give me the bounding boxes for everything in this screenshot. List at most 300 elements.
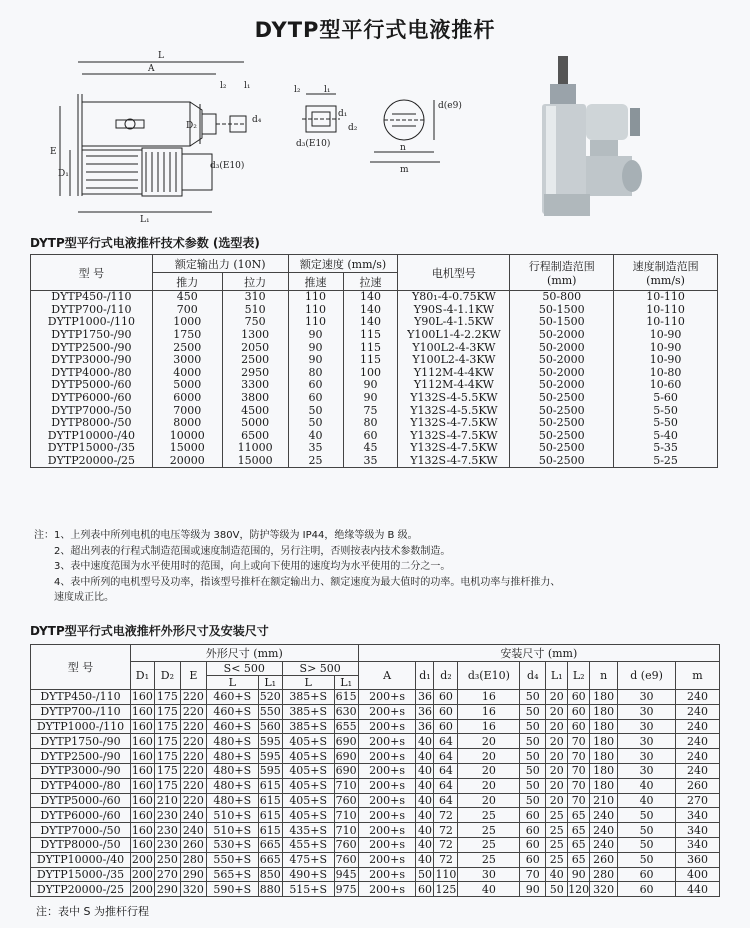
col2-de9: d (e9) xyxy=(618,662,676,690)
value-cell: 60 xyxy=(618,867,676,882)
value-cell: 30 xyxy=(618,719,676,734)
model-cell: DYTP20000-/25 xyxy=(31,455,153,468)
value-cell: 50 xyxy=(618,808,676,823)
value-cell: 405+S xyxy=(282,778,334,793)
value-cell: Y90S-4-1.1KW xyxy=(398,304,510,317)
value-cell: 72 xyxy=(434,852,458,867)
value-cell: 690 xyxy=(335,734,357,748)
col2-L-lt: L xyxy=(206,676,258,690)
value-cell: 50-2500 xyxy=(510,455,614,468)
value-cell: 40 xyxy=(417,808,432,822)
value-cell: 60 xyxy=(618,882,676,897)
value-cell: 210 xyxy=(590,793,618,808)
value-cell: 220 xyxy=(180,778,206,793)
value-cell: 115 xyxy=(343,341,398,354)
value-cell: 200 xyxy=(131,853,153,867)
value-cell: 175 xyxy=(154,704,180,719)
value-cell: 260 xyxy=(180,837,206,852)
value-cell: 760 xyxy=(335,853,357,867)
value-cell: 290 xyxy=(180,867,206,882)
value-cell: 1750 xyxy=(152,329,222,342)
value-cell: 60 xyxy=(417,882,432,896)
value-cell: 460+S xyxy=(206,690,258,705)
col2-d2: d₂ xyxy=(434,662,458,690)
value-cell: 75 xyxy=(343,404,398,417)
value-cell: 40 xyxy=(417,838,432,852)
value-cell: 10-110 xyxy=(614,291,718,304)
value-cell: 3300 xyxy=(222,379,288,392)
value-cell: 220 xyxy=(180,704,206,719)
value-cell: 40 xyxy=(417,823,432,837)
value-cell: 280 xyxy=(590,867,618,882)
value-cell: 30 xyxy=(618,690,676,705)
value-cell: 10-90 xyxy=(614,354,718,367)
value-cell: 50-2500 xyxy=(510,417,614,430)
value-cell: 60 xyxy=(434,690,458,705)
value-cell: 80 xyxy=(343,417,398,430)
model-cell: DYTP10000-/40 xyxy=(31,430,153,443)
value-cell: 160 xyxy=(131,749,153,763)
value-cell: 60 xyxy=(434,704,458,719)
dim-m: m xyxy=(400,165,409,175)
value-cell: 5-50 xyxy=(614,404,718,417)
table-row xyxy=(31,354,718,367)
dim-E: E xyxy=(50,147,57,157)
speedrange-unit: (mm/s) xyxy=(646,274,685,287)
value-cell: 320 xyxy=(590,882,618,897)
note-4-cont: 速度成正比。 xyxy=(54,592,114,603)
value-cell: 455+S xyxy=(282,837,334,852)
value-cell: 65 xyxy=(568,823,590,838)
value-cell: 515+S xyxy=(282,882,334,897)
model-cell: DYTP7000-/50 xyxy=(31,823,131,838)
value-cell: 200+s xyxy=(358,704,416,719)
value-cell: 360 xyxy=(675,852,719,867)
value-cell: 480+S xyxy=(206,763,258,778)
value-cell: 3000 xyxy=(152,354,222,367)
table-row xyxy=(31,329,718,342)
value-cell: 200+s xyxy=(358,690,416,705)
value-cell: 760 xyxy=(335,793,357,807)
value-cell: 460+S xyxy=(206,704,258,719)
dim-A: A xyxy=(148,64,155,74)
value-cell: 665 xyxy=(259,853,281,867)
value-cell: 2050 xyxy=(222,341,288,354)
model-cell: DYTP5000-/60 xyxy=(31,379,153,392)
value-cell: 50 xyxy=(618,837,676,852)
value-cell: 50 xyxy=(520,734,546,749)
value-cell: 280 xyxy=(180,852,206,867)
value-cell: 25 xyxy=(458,837,520,852)
value-cell: 665 xyxy=(259,838,281,852)
value-cell: Y100L1-4-2.2KW xyxy=(398,329,510,342)
value-cell: 15000 xyxy=(152,442,222,455)
value-cell: 3800 xyxy=(222,392,288,405)
value-cell: 40 xyxy=(417,734,432,748)
value-cell: 615 xyxy=(259,808,281,822)
value-cell: 36 xyxy=(417,705,432,719)
value-cell: 480+S xyxy=(206,793,258,808)
value-cell: 90 xyxy=(288,354,343,367)
value-cell: 700 xyxy=(152,304,222,317)
value-cell: 160 xyxy=(131,690,153,704)
value-cell: 25 xyxy=(546,852,568,867)
value-cell: 385+S xyxy=(282,704,334,719)
value-cell: 20 xyxy=(546,793,568,808)
value-cell: Y132S-4-7.5KW xyxy=(398,430,510,443)
value-cell: 10-110 xyxy=(614,304,718,317)
dim-d2: d₂ xyxy=(348,123,358,133)
value-cell: 200 xyxy=(131,882,153,896)
col2-m: m xyxy=(675,662,719,690)
model-cell: DYTP4000-/80 xyxy=(31,778,131,793)
value-cell: 615 xyxy=(335,690,357,704)
col-speed: 额定速度 (mm/s) xyxy=(288,255,398,273)
value-cell: 64 xyxy=(434,749,458,764)
value-cell: 590+S xyxy=(206,882,258,897)
value-cell: 760 xyxy=(335,838,357,852)
value-cell: 405+S xyxy=(282,734,334,749)
value-cell: 90 xyxy=(343,392,398,405)
value-cell: 220 xyxy=(180,690,206,705)
value-cell: 690 xyxy=(335,749,357,763)
value-cell: 16 xyxy=(458,704,520,719)
value-cell: 450 xyxy=(152,291,222,304)
value-cell: 5-40 xyxy=(614,430,718,443)
note-1: 注：1、上列表中所列电机的电压等级为 380V，防护等级为 IP44，绝缘等级为 B 级。 xyxy=(34,530,418,541)
value-cell: 64 xyxy=(434,763,458,778)
value-cell: 240 xyxy=(180,823,206,838)
value-cell: 405+S xyxy=(282,808,334,823)
model-cell: DYTP450-/110 xyxy=(31,690,131,705)
value-cell: 50 xyxy=(520,749,546,764)
value-cell: 200+s xyxy=(358,808,416,823)
value-cell: 5-35 xyxy=(614,442,718,455)
value-cell: 30 xyxy=(458,867,520,882)
value-cell: 5-50 xyxy=(614,417,718,430)
value-cell: 64 xyxy=(434,793,458,808)
value-cell: Y80₁-4-0.75KW xyxy=(398,291,510,304)
value-cell: 710 xyxy=(335,808,357,822)
table-row xyxy=(31,852,720,867)
value-cell: 460+S xyxy=(206,719,258,734)
value-cell: 64 xyxy=(434,778,458,793)
table-row xyxy=(31,430,718,443)
value-cell: 160 xyxy=(131,764,153,778)
table2-title: DYTP型平行式电液推杆外形尺寸及安装尺寸 xyxy=(30,624,269,638)
value-cell: 50-2000 xyxy=(510,379,614,392)
value-cell: 560 xyxy=(259,719,281,733)
value-cell: 64 xyxy=(434,734,458,749)
value-cell: 40 xyxy=(618,793,676,808)
value-cell: 10-80 xyxy=(614,367,718,380)
table-row xyxy=(31,778,720,793)
value-cell: 5000 xyxy=(222,417,288,430)
value-cell: 50 xyxy=(288,404,343,417)
value-cell: 110 xyxy=(288,304,343,317)
value-cell: 710 xyxy=(335,779,357,793)
value-cell: Y132S-4-5.5KW xyxy=(398,392,510,405)
value-cell: 405+S xyxy=(282,763,334,778)
value-cell: 115 xyxy=(343,329,398,342)
table-row xyxy=(31,837,720,852)
value-cell: 70 xyxy=(568,778,590,793)
col2-s-gt-500: S> 500 xyxy=(282,662,358,676)
value-cell: 340 xyxy=(675,808,719,823)
value-cell: 200+s xyxy=(358,882,416,897)
value-cell: 230 xyxy=(154,808,180,823)
value-cell: 385+S xyxy=(282,690,334,705)
value-cell: 480+S xyxy=(206,778,258,793)
value-cell: 1300 xyxy=(222,329,288,342)
value-cell: 615 xyxy=(259,823,281,837)
model-cell: DYTP700-/110 xyxy=(31,704,131,719)
table-row xyxy=(31,316,718,329)
value-cell: 180 xyxy=(590,734,618,749)
value-cell: 340 xyxy=(675,837,719,852)
side-view xyxy=(60,62,246,212)
value-cell: 160 xyxy=(131,719,153,733)
value-cell: 750 xyxy=(222,316,288,329)
value-cell: 180 xyxy=(590,690,618,705)
value-cell: 220 xyxy=(180,793,206,808)
value-cell: 175 xyxy=(154,734,180,749)
dim-de9: d(e9) xyxy=(438,101,462,111)
value-cell: 310 xyxy=(222,291,288,304)
value-cell: 140 xyxy=(343,304,398,317)
value-cell: 240 xyxy=(675,734,719,749)
value-cell: 175 xyxy=(154,749,180,764)
product-photo xyxy=(542,56,642,216)
value-cell: 50 xyxy=(520,793,546,808)
value-cell: 180 xyxy=(590,763,618,778)
value-cell: 25 xyxy=(546,837,568,852)
value-cell: 8000 xyxy=(152,417,222,430)
value-cell: 72 xyxy=(434,823,458,838)
value-cell: 20 xyxy=(458,778,520,793)
value-cell: 50-2000 xyxy=(510,367,614,380)
value-cell: 15000 xyxy=(222,455,288,468)
table-row xyxy=(31,417,718,430)
value-cell: 90 xyxy=(520,882,546,897)
value-cell: 40 xyxy=(417,793,432,807)
value-cell: 480+S xyxy=(206,749,258,764)
value-cell: 230 xyxy=(154,823,180,838)
col-pullspeed: 拉速 xyxy=(343,273,398,291)
dim-D2: D₂ xyxy=(186,121,197,131)
table-row xyxy=(31,808,720,823)
model-cell: DYTP8000-/50 xyxy=(31,417,153,430)
col-speedrange xyxy=(614,255,718,291)
dim-d3-b: d₃(E10) xyxy=(296,139,331,149)
dim-l2-b: l₂ xyxy=(294,85,301,95)
value-cell: 200+s xyxy=(358,867,416,882)
value-cell: 270 xyxy=(154,867,180,882)
model-cell: DYTP1000-/110 xyxy=(31,719,131,734)
value-cell: 50 xyxy=(288,417,343,430)
value-cell: 50-1500 xyxy=(510,304,614,317)
value-cell: 50-800 xyxy=(510,291,614,304)
value-cell: 20 xyxy=(546,719,568,734)
value-cell: 615 xyxy=(259,779,281,793)
speedrange-label: 速度制造范围 xyxy=(632,260,699,273)
table-row xyxy=(31,704,720,719)
rod-end-detail xyxy=(302,94,340,132)
value-cell: 200+s xyxy=(358,793,416,808)
value-cell: 180 xyxy=(590,719,618,734)
value-cell: 880 xyxy=(259,882,281,896)
col2-L2: L₂ xyxy=(568,662,590,690)
model-cell: DYTP10000-/40 xyxy=(31,852,131,867)
value-cell: 20 xyxy=(546,778,568,793)
value-cell: 240 xyxy=(675,749,719,764)
table-row xyxy=(31,867,720,882)
value-cell: 65 xyxy=(568,808,590,823)
dim-l1-a: l₁ xyxy=(244,81,251,91)
page-title: DYTP型平行式电液推杆 xyxy=(254,18,496,42)
value-cell: 90 xyxy=(343,379,398,392)
value-cell: 50 xyxy=(417,867,432,881)
model-cell: DYTP20000-/25 xyxy=(31,882,131,897)
value-cell: 125 xyxy=(435,882,457,896)
value-cell: 240 xyxy=(590,808,618,823)
value-cell: 180 xyxy=(590,749,618,764)
stroke-label: 行程制造范围 xyxy=(528,260,595,273)
value-cell: 50 xyxy=(520,763,546,778)
col2-L1-lt: L₁ xyxy=(258,676,282,690)
model-cell: DYTP15000-/35 xyxy=(31,867,131,882)
model-cell: DYTP4000-/80 xyxy=(31,367,153,380)
value-cell: 160 xyxy=(131,779,153,793)
value-cell: 565+S xyxy=(206,867,258,882)
value-cell: 2500 xyxy=(152,341,222,354)
value-cell: 250 xyxy=(154,852,180,867)
table1-title: DYTP型平行式电液推杆技术参数 (选型表) xyxy=(30,236,260,250)
value-cell: 70 xyxy=(568,763,590,778)
col2-L-gt: L xyxy=(282,676,334,690)
value-cell: 260 xyxy=(590,852,618,867)
value-cell: 30 xyxy=(618,704,676,719)
dim-l1-b: l₁ xyxy=(324,85,331,95)
value-cell: 160 xyxy=(131,838,153,852)
value-cell: 90 xyxy=(288,329,343,342)
value-cell: 140 xyxy=(343,316,398,329)
value-cell: 510+S xyxy=(206,808,258,823)
value-cell: 50-2500 xyxy=(510,430,614,443)
value-cell: 710 xyxy=(335,823,357,837)
table-row xyxy=(31,690,720,705)
value-cell: 65 xyxy=(568,837,590,852)
value-cell: 110 xyxy=(288,291,343,304)
table-row xyxy=(31,442,718,455)
value-cell: 25 xyxy=(458,808,520,823)
value-cell: 10-60 xyxy=(614,379,718,392)
value-cell: 30 xyxy=(618,734,676,749)
value-cell: 7000 xyxy=(152,404,222,417)
value-cell: 11000 xyxy=(222,442,288,455)
value-cell: 615 xyxy=(259,793,281,807)
value-cell: 45 xyxy=(343,442,398,455)
value-cell: 20 xyxy=(546,690,568,705)
model-cell: DYTP5000-/60 xyxy=(31,793,131,808)
value-cell: 240 xyxy=(675,763,719,778)
value-cell: 70 xyxy=(520,867,546,882)
value-cell: 60 xyxy=(288,379,343,392)
dim-n: n xyxy=(400,143,406,153)
value-cell: 40 xyxy=(417,764,432,778)
model-cell: DYTP450-/110 xyxy=(31,291,153,304)
value-cell: 50-2000 xyxy=(510,354,614,367)
dim-d1: d₁ xyxy=(338,109,348,119)
value-cell: 25 xyxy=(458,823,520,838)
value-cell: 400 xyxy=(675,867,719,882)
value-cell: 80 xyxy=(288,367,343,380)
value-cell: 90 xyxy=(288,341,343,354)
value-cell: 50 xyxy=(618,852,676,867)
table-row xyxy=(31,291,718,304)
col-stroke xyxy=(510,255,614,291)
footnote: 注：表中 S 为推杆行程 xyxy=(36,905,149,918)
table-row xyxy=(31,719,720,734)
value-cell: 945 xyxy=(335,867,357,881)
value-cell: 510+S xyxy=(206,823,258,838)
value-cell: 60 xyxy=(520,852,546,867)
value-cell: 100 xyxy=(343,367,398,380)
value-cell: 50-2500 xyxy=(510,442,614,455)
value-cell: 240 xyxy=(180,808,206,823)
model-cell: DYTP1000-/110 xyxy=(31,316,153,329)
dim-L: L xyxy=(158,51,164,61)
value-cell: 435+S xyxy=(282,823,334,838)
dim-l2-a: l₂ xyxy=(220,81,227,91)
value-cell: 405+S xyxy=(282,749,334,764)
value-cell: 2950 xyxy=(222,367,288,380)
value-cell: 60 xyxy=(434,719,458,734)
model-cell: DYTP6000-/60 xyxy=(31,392,153,405)
value-cell: 1000 xyxy=(152,316,222,329)
value-cell: 60 xyxy=(568,690,590,705)
value-cell: 10-110 xyxy=(614,316,718,329)
value-cell: 175 xyxy=(154,719,180,734)
value-cell: 595 xyxy=(259,749,281,763)
value-cell: 60 xyxy=(568,704,590,719)
value-cell: 30 xyxy=(618,749,676,764)
model-cell: DYTP2500-/90 xyxy=(31,749,131,764)
value-cell: 25 xyxy=(458,852,520,867)
value-cell: 595 xyxy=(259,734,281,748)
value-cell: 160 xyxy=(131,823,153,837)
table-row xyxy=(31,392,718,405)
value-cell: 340 xyxy=(675,823,719,838)
value-cell: 140 xyxy=(343,291,398,304)
value-cell: 72 xyxy=(434,837,458,852)
col2-E: E xyxy=(180,662,206,690)
col2-L1b: L₁ xyxy=(546,662,568,690)
value-cell: 385+S xyxy=(282,719,334,734)
value-cell: Y100L2-4-3KW xyxy=(398,341,510,354)
value-cell: 550+S xyxy=(206,852,258,867)
value-cell: 40 xyxy=(458,882,520,897)
value-cell: Y90L-4-1.5KW xyxy=(398,316,510,329)
col2-D2: D₂ xyxy=(154,662,180,690)
value-cell: 20000 xyxy=(152,455,222,468)
value-cell: Y112M-4-4KW xyxy=(398,379,510,392)
note-2: 2、超出列表的行程式制造范围或速度制造范围的，另行注明，否则按表内技术参数制造。 xyxy=(54,545,451,557)
col-motor: 电机型号 xyxy=(398,255,510,291)
dim-D1: D₁ xyxy=(58,169,69,179)
value-cell: 690 xyxy=(335,764,357,778)
dimension-table xyxy=(30,644,720,897)
